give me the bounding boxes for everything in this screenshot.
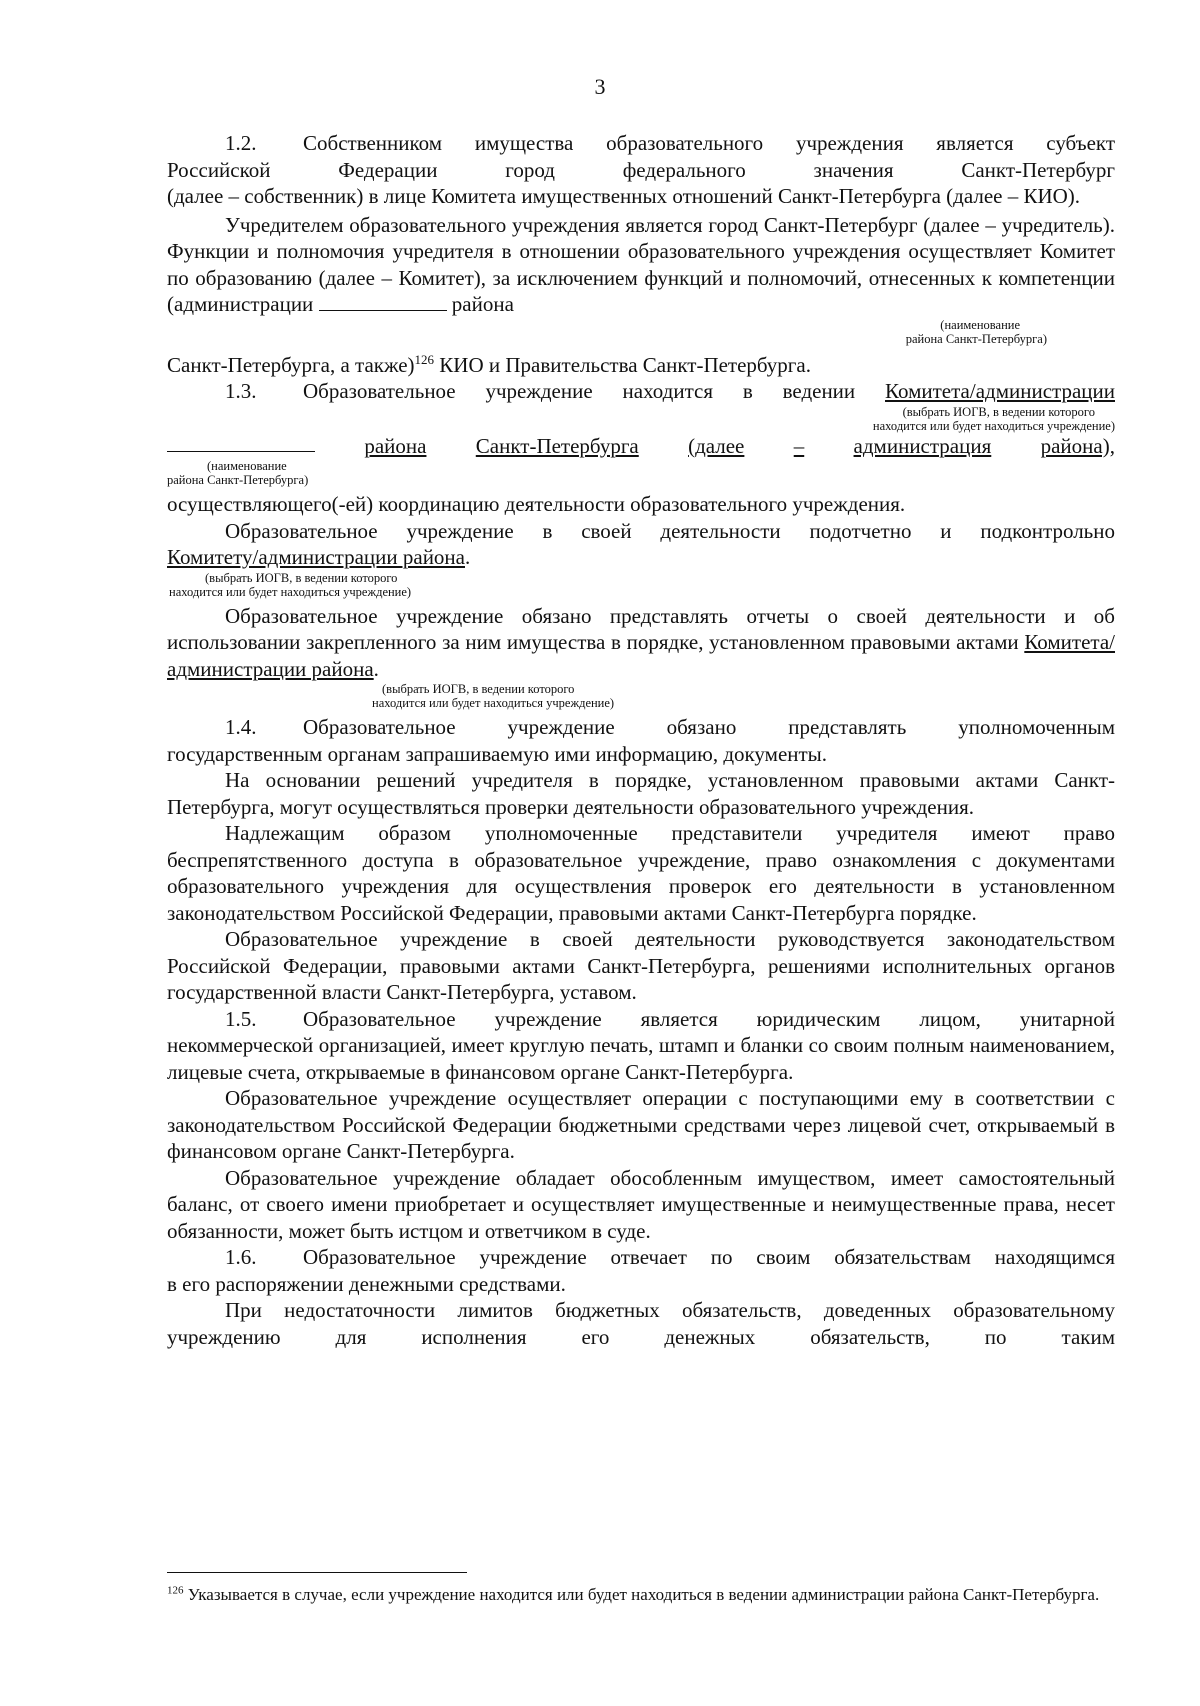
ogv-choice-link: Комитету/администрации района [167,545,465,569]
caption-district-name-2: района Санкт-Петербурга) [167,473,309,487]
caption-district-name: (наименование [207,459,287,473]
accountable-paragraph: Образовательное учреждение в своей деятельности подотчетно и подконтрольно [225,518,1115,543]
footnote-number: 126 [167,1584,184,1597]
document-body [167,130,1115,1350]
blank-district-name [319,292,447,311]
footnote-divider [167,1572,467,1573]
operations-paragraph: Образовательное учреждение осуществляет операции с поступающими ему в соответствии с законодательством Российской Федерации бюджетными средствами через лицевой счет, открываемый в финансовом органе Санкт-Петербурга. [167,1086,1115,1163]
ogv-choice-link: Комитета/администрации района [167,630,1115,681]
section-1-3-line2: района Санкт-Петербурга (далее – администрация района), [167,433,1115,460]
ogv-choice-link: Комитета/администрации [885,379,1115,403]
founder-paragraph: Учредителем образовательного учреждения является город Санкт-Петербург (далее – учредитель). Функции и полномочия учредителя в отношении образовательного учреждения осуществляет Комитет по образованию (далее – Комитет), за исключением функций и полномочий, отнесенных к компетенции (администрации района [167,212,1115,316]
section-1-3-line1: 1.3. Образовательное учреждение находится в ведении Комитета/администрации [225,379,1115,403]
footnote-reference: 126 [414,351,435,367]
section-1-5-line1: 1.5. Образовательное учреждение является юридическим лицом, унитарной [225,1006,1115,1031]
caption-district-name: (наименование [940,317,1020,332]
section-1-4-line1: 1.4. Образовательное учреждение обязано представлять уполномоченным [225,715,1115,739]
caption-choose-ogv: (выбрать ИОГВ, в ведении которого [205,570,398,585]
page-number: 3 [594,74,606,99]
section-1-6-line1: 1.6. Образовательное учреждение отвечает по своим обязательствам находящимся [225,1245,1115,1269]
caption-choose-ogv-2: находится или будет находиться учреждение) [872,418,1115,433]
section-1-2-line2: Российской Федерации город федерального значения Санкт-Петербург [167,157,1115,182]
caption-choose-ogv-2: находится или будет находиться учреждение) [169,584,412,599]
guided-paragraph: Образовательное учреждение в своей деятельности руководствуется законодательством Российской Федерации, правовыми актами Санкт-Петербурга, решениями исполнительных органов государственной власти Санкт-Петербурга, уставом. [167,927,1115,1004]
limits-paragraph: При недостаточности лимитов бюджетных обязательств, доведенных образовательному учреждению для исполнения его денежных обязательств, по таким [167,1298,1115,1349]
section-number: 1.6. [225,1245,257,1269]
section-number: 1.4. [225,715,257,739]
caption-choose-ogv: (выбрать ИОГВ, в ведении которого [382,682,575,696]
caption-choose-ogv: (выбрать ИОГВ, в ведении которого [902,404,1095,419]
property-paragraph: Образовательное учреждение обладает обособленным имуществом, имеет самостоятельный баланс, от своего имени приобретает и осуществляет имущественные и неимущественные права, несет обязанности, может быть истцом и ответчиком в суде. [167,1165,1115,1243]
blank-district-name [167,433,315,452]
founder-continuation: Санкт-Петербурга, а также)$^{126}$ КИО и Правительства Санкт-Петербурга. [167,351,811,377]
caption-choose-ogv-2: находится или будет находиться учреждение) [372,696,615,710]
reports-paragraph: Образовательное учреждение обязано представлять отчеты о своей деятельности и об использовании закрепленного за ним имущества в порядке, установленном правовыми актами Комитета/администрации района. [167,603,1115,681]
section-1-2-rest: (далее – собственник) в лице Комитета имущественных отношений Санкт-Петербурга (далее – КИО). [167,184,1081,208]
section-1-4-rest: государственным органам запрашиваемую ими информацию, документы. [167,741,828,766]
section-1-2-line1: 1.2. Собственником имущества образовательного учреждения является субъект [225,131,1115,155]
inspections-paragraph: На основании решений учредителя в порядке, установленном правовыми актами Санкт-Петербурга, могут осуществляться проверки деятельности образовательного учреждения. [167,768,1115,819]
section-number: 1.5. [225,1006,257,1031]
section-number: 1.3. [225,379,257,403]
accountable-link-line: Комитету/администрации района. [167,545,471,569]
section-number: 1.2. [225,131,257,155]
caption-district-name-2: района Санкт-Петербурга) [905,331,1047,346]
access-paragraph: Надлежащим образом уполномоченные представители учредителя имеют право беспрепятственного доступа в образовательное учреждение, право ознакомления с документами образовательного учреждения для осуществления проверок его деятельности в установленном законодательством Российской Федерации, правовыми актами Санкт-Петербурга порядке. [167,821,1115,925]
section-1-6-rest: в его распоряжении денежными средствами. [167,1271,566,1296]
section-1-3-rest: осуществляющего(-ей) координацию деятельности образовательного учреждения. [167,492,906,516]
section-1-5-rest: некоммерческой организацией, имеет круглую печать, штамп и бланки со своим полным наименованием, лицевые счета, открываемые в финансовом органе Санкт-Петербурга. [167,1033,1115,1084]
footnote: $^{126}$ Указывается в случае, если учреждение находится или будет находиться в ведении администрации района Санкт-Петербурга. [167,1584,1100,1604]
